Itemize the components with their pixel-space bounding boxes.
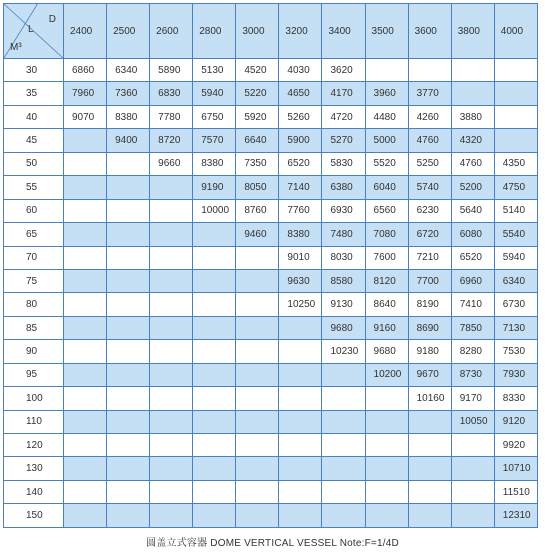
table-cell [236, 504, 279, 528]
table-cell: 8330 [494, 387, 537, 410]
table-cell: 7780 [150, 105, 193, 128]
table-cell [322, 504, 365, 528]
table-cell [150, 480, 193, 503]
table-cell [451, 434, 494, 457]
table-row [4, 246, 538, 269]
table-cell [107, 457, 150, 480]
table-cell: 9400 [107, 129, 150, 152]
table-cell [236, 387, 279, 410]
table-cell [64, 316, 107, 339]
table-cell [64, 504, 107, 528]
table-cell: 7700 [408, 269, 451, 292]
table-cell: 9160 [365, 316, 408, 339]
table-cell: 4520 [236, 59, 279, 82]
table-cell: 9120 [494, 410, 537, 433]
table-cell: 4320 [451, 129, 494, 152]
table-row [4, 293, 538, 316]
table-cell [236, 457, 279, 480]
table-cell: 6960 [451, 269, 494, 292]
table-cell [193, 363, 236, 386]
row-volume-label: 55 [4, 176, 64, 199]
table-cell: 6930 [322, 199, 365, 222]
table-cell [408, 480, 451, 503]
table-cell: 5270 [322, 129, 365, 152]
table-cell: 5740 [408, 176, 451, 199]
table-cell [107, 434, 150, 457]
table-cell: 9920 [494, 434, 537, 457]
table-cell: 5940 [494, 246, 537, 269]
table-cell [150, 457, 193, 480]
table-cell [150, 316, 193, 339]
table-cell: 10200 [365, 363, 408, 386]
table-cell: 4720 [322, 105, 365, 128]
table-cell: 7130 [494, 316, 537, 339]
table-cell [322, 387, 365, 410]
table-row [4, 387, 538, 410]
table-row [4, 223, 538, 246]
table-cell [150, 223, 193, 246]
table-cell: 8380 [107, 105, 150, 128]
table-row [4, 105, 538, 128]
table-cell [494, 59, 537, 82]
table-cell: 6520 [451, 246, 494, 269]
table-cell [193, 480, 236, 503]
table-row [4, 457, 538, 480]
table-cell [494, 82, 537, 105]
table-cell: 4170 [322, 82, 365, 105]
table-row [4, 316, 538, 339]
table-cell: 8280 [451, 340, 494, 363]
row-volume-label: 75 [4, 269, 64, 292]
table-cell [107, 223, 150, 246]
table-cell [150, 387, 193, 410]
table-row [4, 269, 538, 292]
table-cell: 6730 [494, 293, 537, 316]
table-cell [236, 434, 279, 457]
column-header: 3400 [322, 4, 365, 59]
corner-d-label: D [48, 14, 56, 25]
table-cell: 5520 [365, 152, 408, 175]
table-cell [64, 434, 107, 457]
table-cell: 9680 [322, 316, 365, 339]
row-volume-label: 50 [4, 152, 64, 175]
table-cell: 4260 [408, 105, 451, 128]
row-volume-label: 65 [4, 223, 64, 246]
header-row [4, 4, 538, 59]
table-cell: 9010 [279, 246, 322, 269]
table-cell [365, 59, 408, 82]
table-cell: 3960 [365, 82, 408, 105]
table-cell [408, 410, 451, 433]
table-cell: 8760 [236, 199, 279, 222]
table-cell [236, 246, 279, 269]
corner-l-label: L [28, 24, 34, 35]
table-cell [64, 269, 107, 292]
table-cell: 4760 [451, 152, 494, 175]
table-cell: 9190 [193, 176, 236, 199]
table-cell [193, 387, 236, 410]
table-cell [193, 504, 236, 528]
vessel-spec-table [3, 3, 538, 528]
table-cell [494, 129, 537, 152]
table-cell [193, 340, 236, 363]
table-cell [236, 269, 279, 292]
table-cell [322, 457, 365, 480]
table-cell [279, 457, 322, 480]
table-cell: 10160 [408, 387, 451, 410]
table-cell [193, 293, 236, 316]
table-cell: 6830 [150, 82, 193, 105]
table-cell: 5640 [451, 199, 494, 222]
table-row [4, 176, 538, 199]
table-cell: 6720 [408, 223, 451, 246]
table-cell [150, 410, 193, 433]
table-cell: 5900 [279, 129, 322, 152]
table-cell: 12310 [494, 504, 537, 528]
table-cell [107, 293, 150, 316]
column-header: 2500 [107, 4, 150, 59]
table-cell [150, 504, 193, 528]
corner-m-label: M³ [10, 42, 22, 53]
table-cell [494, 105, 537, 128]
table-cell: 6520 [279, 152, 322, 175]
table-cell [64, 152, 107, 175]
table-row [4, 82, 538, 105]
table-cell: 7850 [451, 316, 494, 339]
table-cell [107, 504, 150, 528]
table-cell: 7140 [279, 176, 322, 199]
row-volume-label: 35 [4, 82, 64, 105]
table-cell: 6040 [365, 176, 408, 199]
table-cell [451, 480, 494, 503]
table-cell [64, 293, 107, 316]
table-cell [107, 410, 150, 433]
table-cell: 8190 [408, 293, 451, 316]
table-cell [236, 316, 279, 339]
table-cell: 4760 [408, 129, 451, 152]
table-cell [107, 340, 150, 363]
table-cell: 9180 [408, 340, 451, 363]
table-cell: 8380 [193, 152, 236, 175]
table-row [4, 152, 538, 175]
row-volume-label: 120 [4, 434, 64, 457]
table-cell [365, 504, 408, 528]
row-volume-label: 140 [4, 480, 64, 503]
table-cell [150, 434, 193, 457]
table-cell: 10050 [451, 410, 494, 433]
table-cell [64, 410, 107, 433]
table-cell: 7480 [322, 223, 365, 246]
table-cell: 10230 [322, 340, 365, 363]
row-volume-label: 130 [4, 457, 64, 480]
table-cell: 4350 [494, 152, 537, 175]
table-cell [150, 363, 193, 386]
table-cell [365, 410, 408, 433]
table-cell [322, 410, 365, 433]
row-volume-label: 80 [4, 293, 64, 316]
table-cell: 8050 [236, 176, 279, 199]
column-header: 2800 [193, 4, 236, 59]
table-cell [64, 223, 107, 246]
table-cell [64, 246, 107, 269]
table-row [4, 340, 538, 363]
table-cell: 7570 [193, 129, 236, 152]
table-cell [365, 434, 408, 457]
table-cell [279, 363, 322, 386]
table-cell [150, 269, 193, 292]
table-cell [365, 480, 408, 503]
table-cell [64, 457, 107, 480]
table-cell: 5130 [193, 59, 236, 82]
table-cell [193, 223, 236, 246]
table-cell: 10000 [193, 199, 236, 222]
table-cell [193, 246, 236, 269]
table-cell: 5220 [236, 82, 279, 105]
table-cell: 9460 [236, 223, 279, 246]
table-cell: 4030 [279, 59, 322, 82]
table-cell: 7760 [279, 199, 322, 222]
table-cell [193, 457, 236, 480]
table-cell: 7350 [236, 152, 279, 175]
table-cell: 4750 [494, 176, 537, 199]
table-cell: 5830 [322, 152, 365, 175]
table-cell: 6230 [408, 199, 451, 222]
table-cell [279, 504, 322, 528]
table-cell [107, 316, 150, 339]
table-cell [64, 363, 107, 386]
table-cell: 9130 [322, 293, 365, 316]
row-volume-label: 100 [4, 387, 64, 410]
table-cell [107, 269, 150, 292]
table-row [4, 199, 538, 222]
table-cell: 8690 [408, 316, 451, 339]
table-cell [64, 480, 107, 503]
table-cell: 7210 [408, 246, 451, 269]
table-cell [322, 480, 365, 503]
table-cell [107, 387, 150, 410]
table-cell: 6750 [193, 105, 236, 128]
row-volume-label: 40 [4, 105, 64, 128]
table-cell: 6860 [64, 59, 107, 82]
table-cell: 5540 [494, 223, 537, 246]
table-cell [451, 82, 494, 105]
table-cell: 8120 [365, 269, 408, 292]
table-cell: 8380 [279, 223, 322, 246]
table-cell: 9070 [64, 105, 107, 128]
table-cell: 7930 [494, 363, 537, 386]
table-cell [408, 457, 451, 480]
row-volume-label: 110 [4, 410, 64, 433]
row-volume-label: 90 [4, 340, 64, 363]
table-cell [64, 387, 107, 410]
table-row [4, 363, 538, 386]
column-header: 3800 [451, 4, 494, 59]
table-cell: 8580 [322, 269, 365, 292]
table-cell [64, 199, 107, 222]
table-row [4, 434, 538, 457]
table-cell [107, 480, 150, 503]
table-cell: 5140 [494, 199, 537, 222]
table-cell [107, 152, 150, 175]
table-row [4, 59, 538, 82]
table-cell: 3620 [322, 59, 365, 82]
table-cell [107, 246, 150, 269]
table-cell: 9170 [451, 387, 494, 410]
table-cell [107, 176, 150, 199]
table-cell [236, 363, 279, 386]
table-cell [150, 246, 193, 269]
table-cell [279, 410, 322, 433]
table-cell [279, 316, 322, 339]
table-cell: 7600 [365, 246, 408, 269]
table-cell [365, 387, 408, 410]
column-header: 3000 [236, 4, 279, 59]
table-cell: 5940 [193, 82, 236, 105]
table-cell: 6340 [107, 59, 150, 82]
table-cell: 8730 [451, 363, 494, 386]
table-cell [279, 387, 322, 410]
table-cell: 10250 [279, 293, 322, 316]
column-header: 3600 [408, 4, 451, 59]
table-cell: 6080 [451, 223, 494, 246]
table-caption: 圆盖立式容器 DOME VERTICAL VESSEL Note:F=1/4D [146, 538, 399, 549]
table-cell: 8720 [150, 129, 193, 152]
table-body [4, 59, 538, 528]
table-cell [279, 434, 322, 457]
table-cell [193, 316, 236, 339]
table-cell [64, 129, 107, 152]
table-row [4, 480, 538, 503]
table-cell [150, 293, 193, 316]
table-cell: 6340 [494, 269, 537, 292]
table-cell: 9670 [408, 363, 451, 386]
table-cell: 6640 [236, 129, 279, 152]
table-cell [365, 457, 408, 480]
table-row [4, 504, 538, 528]
table-cell [322, 363, 365, 386]
row-volume-label: 85 [4, 316, 64, 339]
column-header: 3200 [279, 4, 322, 59]
column-header: 4000 [494, 4, 537, 59]
row-volume-label: 95 [4, 363, 64, 386]
column-header: 3500 [365, 4, 408, 59]
table-cell: 9630 [279, 269, 322, 292]
table-cell: 4480 [365, 105, 408, 128]
corner-cell [4, 4, 64, 59]
table-cell: 5920 [236, 105, 279, 128]
table-cell: 9660 [150, 152, 193, 175]
column-header: 2600 [150, 4, 193, 59]
table-cell: 8030 [322, 246, 365, 269]
table-cell [279, 340, 322, 363]
table-cell: 5000 [365, 129, 408, 152]
table-cell [451, 504, 494, 528]
table-cell [236, 410, 279, 433]
table-cell: 5200 [451, 176, 494, 199]
table-cell: 7410 [451, 293, 494, 316]
row-volume-label: 70 [4, 246, 64, 269]
table-cell: 3770 [408, 82, 451, 105]
table-cell [279, 480, 322, 503]
table-cell: 7530 [494, 340, 537, 363]
table-cell: 7080 [365, 223, 408, 246]
table-cell: 4650 [279, 82, 322, 105]
table-cell [408, 59, 451, 82]
column-header: 2400 [64, 4, 107, 59]
row-volume-label: 30 [4, 59, 64, 82]
table-cell: 9680 [365, 340, 408, 363]
table-cell [408, 434, 451, 457]
table-cell [107, 199, 150, 222]
table-cell [193, 434, 236, 457]
table-row [4, 129, 538, 152]
table-cell: 10710 [494, 457, 537, 480]
table-cell [451, 59, 494, 82]
table-cell: 3880 [451, 105, 494, 128]
table-cell [236, 293, 279, 316]
table-cell: 5260 [279, 105, 322, 128]
table-cell [150, 340, 193, 363]
table-cell [193, 410, 236, 433]
table-cell: 6380 [322, 176, 365, 199]
table-cell [236, 480, 279, 503]
table-cell: 7360 [107, 82, 150, 105]
table-cell [107, 363, 150, 386]
table-cell [150, 176, 193, 199]
table-cell [150, 199, 193, 222]
table-cell [236, 340, 279, 363]
table-cell [64, 340, 107, 363]
table-cell [64, 176, 107, 199]
table-cell: 11510 [494, 480, 537, 503]
table-cell: 7960 [64, 82, 107, 105]
table-cell [451, 457, 494, 480]
row-volume-label: 45 [4, 129, 64, 152]
table-cell [193, 269, 236, 292]
row-volume-label: 150 [4, 504, 64, 528]
table-cell [408, 504, 451, 528]
table-cell [322, 434, 365, 457]
table-row [4, 410, 538, 433]
table-cell: 6560 [365, 199, 408, 222]
table-cell: 5890 [150, 59, 193, 82]
table-cell: 8640 [365, 293, 408, 316]
table-cell: 5250 [408, 152, 451, 175]
row-volume-label: 60 [4, 199, 64, 222]
